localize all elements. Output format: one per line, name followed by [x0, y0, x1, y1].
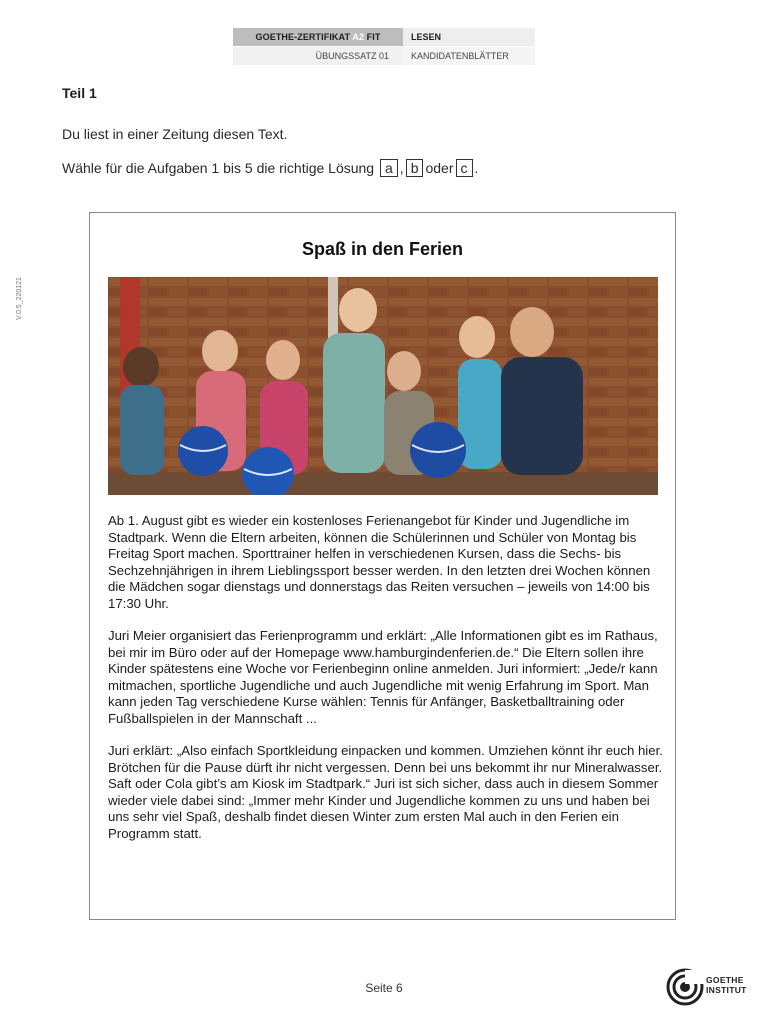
certificate-name: GOETHE-ZERTIFIKAT A2 FIT: [233, 28, 403, 46]
instruction-line-1: Du liest in einer Zeitung diesen Text.: [62, 126, 288, 142]
goethe-logo-icon: [666, 968, 704, 1006]
task-title: Teil 1: [62, 85, 97, 101]
header-row-bottom: [233, 47, 535, 65]
newspaper-article: [89, 212, 676, 920]
sheet-type: KANDIDATENBLÄTTER: [403, 47, 535, 65]
option-box-b: b: [406, 159, 424, 177]
logo-wordmark: GOETHE INSTITUT: [706, 975, 747, 995]
article-body: [108, 513, 664, 858]
page-number: Seite 6: [365, 981, 403, 995]
article-title: Spaß in den Ferien: [301, 239, 464, 259]
certificate-level: A2: [352, 32, 365, 42]
exam-header: [233, 28, 535, 65]
section-name: LESEN: [403, 28, 535, 46]
exercise-set: ÜBUNGSSATZ 01: [233, 47, 403, 65]
article-paragraph: Juri Meier organisiert das Ferienprogramm und erklärt: „Alle Informationen gibt es im Rathaus, bei mir im Büro oder auf der Homepage www.hamburgindenferien.de.“ Die Eltern sollen ihre Kinder spätestens eine Woche vor Ferienbeginn online anmelden. Juri informiert: „Jede/r kann mitmachen, sportliche Jugendliche und auch Jugendliche mit wenig Erfahrung im Sport. Man kann jeden Tag verschiedene Kurse wählen: Tennis für Anfänger, Basketballtraining oder Fußballspielen in der Mannschaft ...: [108, 628, 658, 726]
version-label: V.0.5_220121: [16, 277, 23, 320]
article-photo: [108, 277, 658, 495]
article-paragraph: Ab 1. August gibt es wieder ein kostenloses Ferienangebot für Kinder und Jugendliche im Stadtpark. Wenn die Eltern arbeiten, können die Schülerinnen und Schüler von Montag bis Freitag Sport machen. Sporttrainer helfen in verschiedenen Kursen, dass die Sechs- bis Sechzehnjährigen in ihrem Lieblingssport besser werden. In den letzten drei Wochen können die Mädchen sogar dienstags und donnerstags das Reiten versuchen – jeweils von 14:00 bis 17:30 Uhr.: [108, 513, 651, 611]
option-box-a: a: [380, 159, 398, 177]
goethe-institut-logo: [666, 968, 756, 1006]
article-paragraph: Juri erklärt: „Also einfach Sportkleidung einpacken und kommen. Umziehen könnt ihr euch hier. Brötchen für die Pause dürft ihr nicht vergessen. Denn bei uns bekommt ihr nur Mineralwasser. Saft oder Cola gibt’s am Kiosk im Stadtpark.“ Juri ist sich sicher, dass auch in diesem Sommer wieder viele dabei sind: „Immer mehr Kinder und Jugendliche kommen zu uns und haben bei uns sehr viel Spaß, deshalb findet diesen Winter zum ersten Mal auch in den Ferien ein Programm statt.: [108, 743, 663, 841]
header-row-top: [233, 28, 535, 46]
instruction-line-2: Wähle für die Aufgaben 1 bis 5 die richtige Lösung a , b oder c .: [62, 160, 479, 176]
option-box-c: c: [456, 159, 473, 177]
